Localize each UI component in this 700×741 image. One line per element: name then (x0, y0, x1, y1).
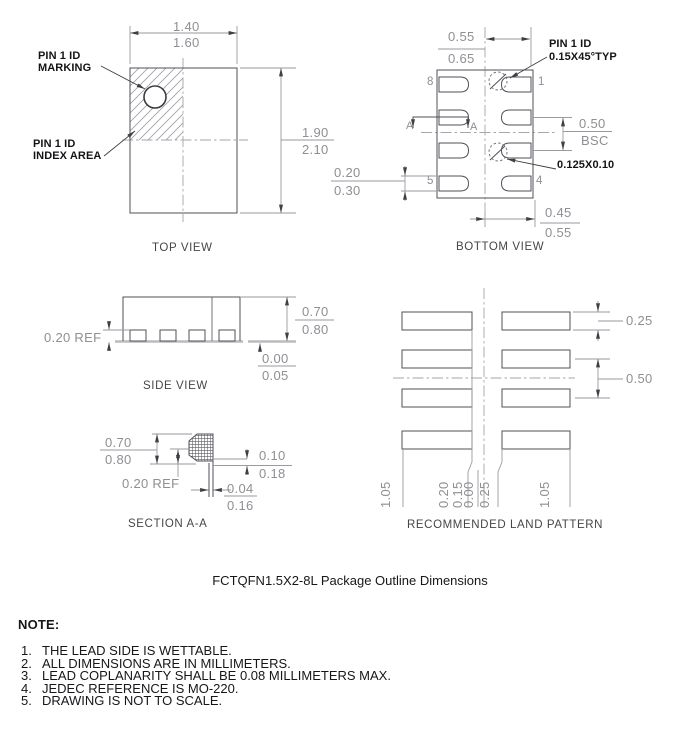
section-marker-a-right: A (470, 121, 478, 133)
land-baseline-dim-0: 1.05 (378, 481, 393, 508)
pin1-id-label-line2: 0.15X45°TYP (549, 51, 617, 63)
notch-label: 0.125X0.10 (557, 159, 615, 171)
dim-top-width-min: 1.40 (173, 19, 200, 34)
dim-side-standoff-max: 0.05 (262, 368, 289, 383)
dim-pad-length-max: 0.55 (545, 225, 572, 240)
dim-pitch-basis: BSC (581, 133, 609, 148)
note-text: ALL DIMENSIONS ARE IN MILLIMETERS. (42, 655, 291, 671)
pin1-id-label-line1: PIN 1 ID (549, 38, 592, 50)
land-baseline-dim-3: 0.00 (461, 481, 476, 508)
pin1-index-label-line1: PIN 1 ID (33, 138, 76, 150)
land-pattern-caption: RECOMMENDED LAND PATTERN (407, 519, 604, 531)
pin1-marking-label-line2: MARKING (38, 62, 92, 74)
land-baseline-dim-1: 0.20 (436, 481, 451, 508)
notes-heading: NOTE: (18, 617, 60, 632)
note-item-5 (21, 693, 222, 708)
pin1-marking-label-line1: PIN 1 ID (38, 50, 81, 62)
dim-pad-length-min: 0.45 (545, 205, 572, 220)
side-view-caption: SIDE VIEW (143, 380, 208, 392)
dim-side-lead-thickness: 0.20 REF (44, 330, 102, 345)
dim-land-row-pitch: 0.50 (626, 371, 653, 386)
pin1-index-label-line2: INDEX AREA (33, 150, 102, 162)
dim-section-flank-max: 0.18 (259, 466, 286, 481)
dim-section-height-min: 0.70 (105, 435, 132, 450)
note-text: THE LEAD SIDE IS WETTABLE. (42, 643, 232, 658)
top-view-caption: TOP VIEW (152, 242, 213, 254)
pin-number-4: 4 (536, 175, 543, 187)
note-number: 1. (21, 643, 32, 658)
dim-section-step-max: 0.16 (227, 498, 254, 513)
dim-side-height-min: 0.70 (302, 304, 329, 319)
note-number: 4. (21, 680, 32, 696)
dim-pitch-value: 0.50 (579, 116, 606, 131)
section-marker-a-left: A (406, 120, 414, 132)
note-number: 2. (21, 655, 32, 671)
bottom-view-caption: BOTTOM VIEW (456, 241, 545, 253)
dim-side-height-max: 0.80 (302, 322, 329, 337)
land-baseline-dim-4: 0.25 (477, 481, 492, 508)
note-text: JEDEC REFERENCE IS MO-220. (42, 680, 239, 696)
dim-pad-width-max: 0.30 (334, 183, 361, 198)
dim-section-flank-min: 0.10 (259, 448, 286, 463)
note-number: 5. (21, 693, 32, 708)
note-text: LEAD COPLANARITY SHALL BE 0.08 MILLIMETERS MAX. (42, 668, 391, 683)
dim-pad-width-min: 0.20 (334, 165, 361, 180)
pin-number-1: 1 (538, 76, 545, 88)
drawing-title: FCTQFN1.5X2-8L Package Outline Dimensions (212, 573, 488, 588)
dim-land-pad-height: 0.25 (626, 313, 653, 328)
pin-number-8: 8 (427, 76, 434, 88)
center-lines (122, 27, 575, 483)
dim-section-ref-thickness: 0.20 REF (122, 476, 180, 491)
section-aa-caption: SECTION A-A (128, 518, 208, 530)
id-feature-circles (489, 72, 507, 161)
section-lead-hatched (189, 434, 213, 461)
dim-pin1-offset-max: 0.65 (448, 51, 475, 66)
note-number: 3. (21, 668, 32, 683)
dim-top-height-max: 2.10 (302, 142, 329, 157)
dim-top-width-max: 1.60 (173, 35, 200, 50)
dim-side-standoff-min: 0.00 (262, 351, 289, 366)
land-baseline-dim-5: 1.05 (537, 481, 552, 508)
note-text: DRAWING IS NOT TO SCALE. (42, 693, 223, 708)
pin-number-5: 5 (427, 175, 434, 187)
dim-section-step-min: 0.04 (227, 481, 254, 496)
pin1-marking-circle (144, 86, 166, 108)
dim-pin1-offset-min: 0.55 (448, 29, 475, 44)
land-baseline-dim-2: 0.15 (450, 481, 465, 508)
dim-top-height-min: 1.90 (302, 125, 329, 140)
dim-section-height-max: 0.80 (105, 452, 132, 467)
